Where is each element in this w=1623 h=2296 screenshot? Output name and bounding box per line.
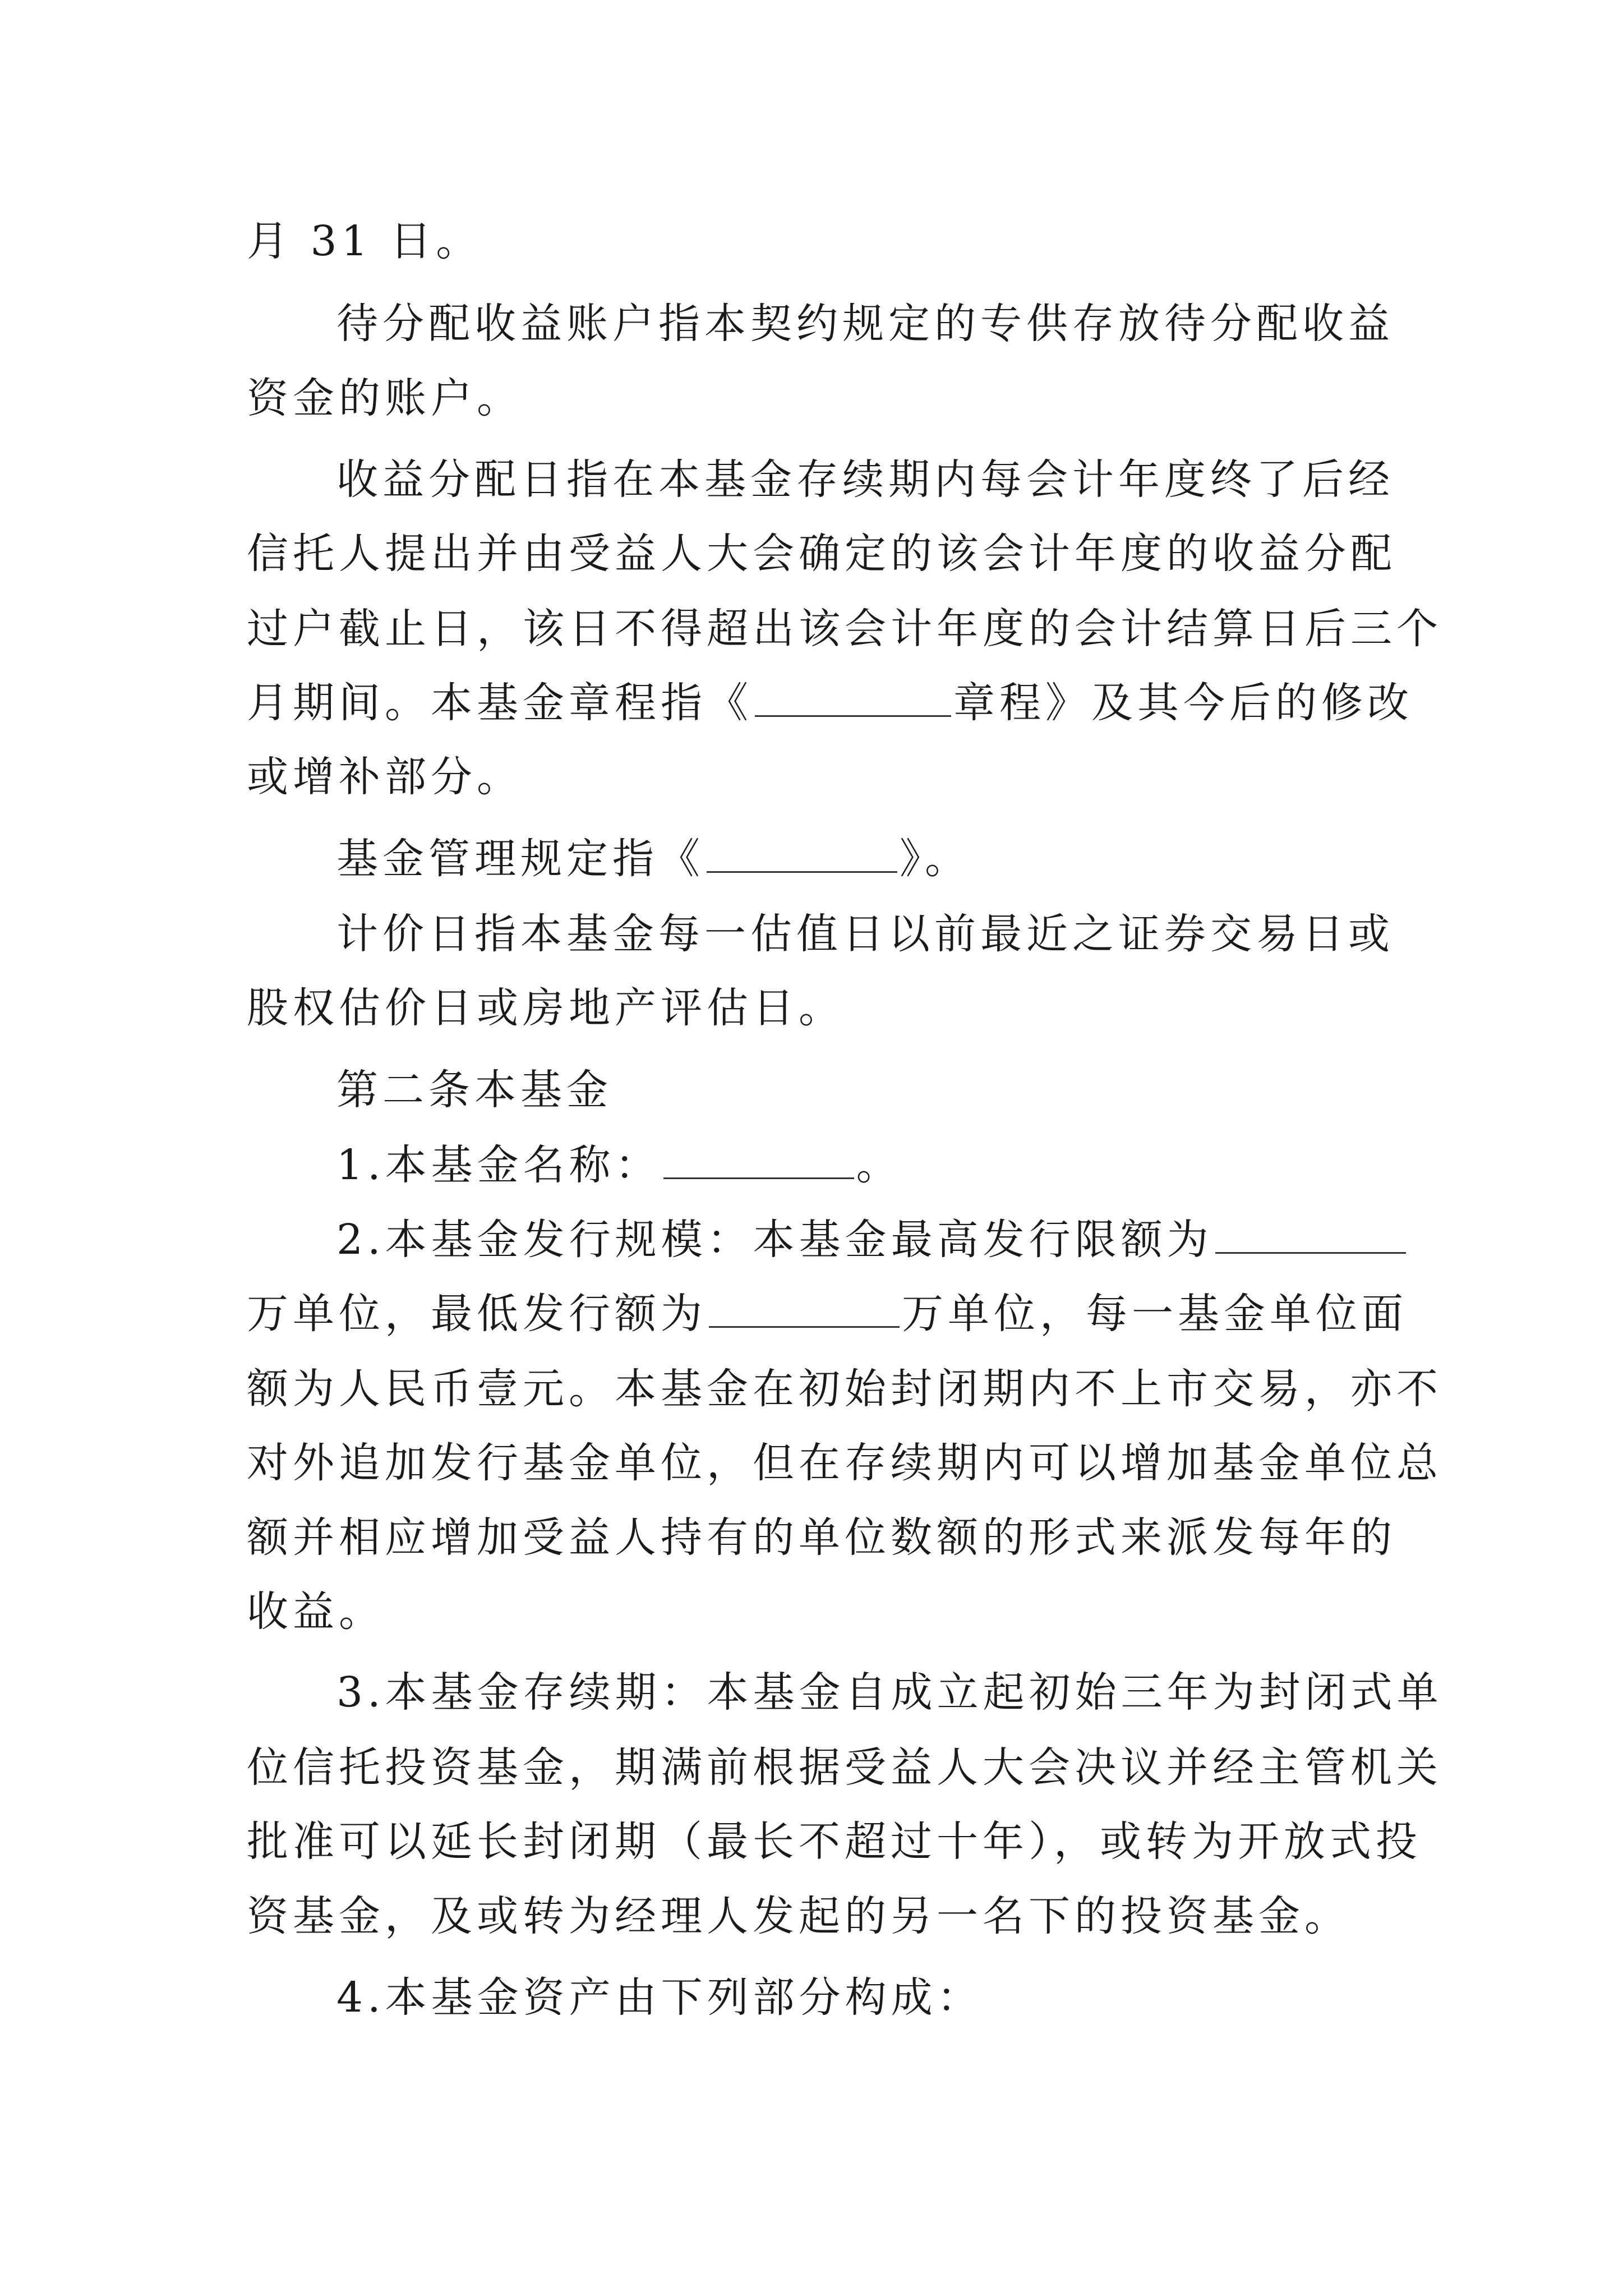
text-run: 1.本基金名称： bbox=[336, 1141, 661, 1189]
text-run: 第二条本基金 bbox=[336, 1066, 612, 1114]
paragraph-line bbox=[336, 828, 1391, 890]
section-heading bbox=[336, 1059, 1391, 1121]
paragraph-line bbox=[247, 1581, 1391, 1642]
text-run: 计价日指本基金每一估值日以前最近之证券交易日或 bbox=[336, 910, 1394, 958]
paragraph-line bbox=[336, 293, 1394, 355]
text-run: 额为人民币壹元。本基金在初始封闭期内不上市交易，亦不 bbox=[247, 1365, 1442, 1413]
text-run: 资基金，及或转为经理人发起的另一名下的投资基金。 bbox=[247, 1892, 1350, 1940]
paragraph-line bbox=[336, 449, 1394, 510]
text-run: 股权估价日或房地产评估日。 bbox=[247, 984, 845, 1032]
text-run: 资金的账户。 bbox=[247, 374, 523, 422]
paragraph-line bbox=[247, 210, 1391, 272]
text-run: 过户截止日，该日不得超出该会计年度的会计结算日后三个 bbox=[247, 605, 1442, 653]
text-run: 3.本基金存续期：本基金自成立起初始三年为封闭式单 bbox=[336, 1668, 1443, 1717]
text-run: 。 bbox=[856, 1141, 902, 1189]
text-run: 待分配收益账户指本契约规定的专供存放待分配收益 bbox=[336, 300, 1394, 348]
paragraph-line bbox=[247, 523, 1396, 585]
text-run: 收益分配日指在本基金存续期内每会计年度终了后经 bbox=[336, 455, 1394, 504]
text-run: 位信托投资基金，期满前根据受益人大会决议并经主管机关 bbox=[247, 1743, 1442, 1792]
paragraph-line bbox=[336, 1134, 1391, 1196]
text-run: 万单位，最低发行额为 bbox=[247, 1290, 707, 1338]
paragraph-line bbox=[247, 1507, 1396, 1568]
paragraph-line bbox=[247, 1811, 1422, 1872]
text-run: 章程》及其今后的修改 bbox=[953, 679, 1413, 727]
fill-in-blank bbox=[1215, 1220, 1406, 1254]
paragraph-line bbox=[336, 1209, 1391, 1271]
paragraph-line bbox=[247, 1737, 1442, 1798]
paragraph-line bbox=[247, 1358, 1442, 1420]
text-run: 月期间。本基金章程指《 bbox=[247, 679, 753, 727]
text-run: 收益。 bbox=[247, 1588, 385, 1636]
fill-in-blank bbox=[709, 1294, 900, 1328]
paragraph-line bbox=[247, 598, 1442, 660]
paragraph-line bbox=[336, 1967, 1391, 2028]
fill-in-blank bbox=[707, 839, 897, 873]
text-run: 信托人提出并由受益人大会确定的该会计年度的收益分配 bbox=[247, 530, 1396, 578]
text-run: 额并相应增加受益人持有的单位数额的形式来派发每年的 bbox=[247, 1513, 1396, 1562]
paragraph-line bbox=[336, 1662, 1443, 1723]
paragraph-line bbox=[247, 1885, 1391, 1947]
fill-in-blank bbox=[663, 1145, 854, 1179]
paragraph-line bbox=[247, 672, 1413, 734]
text-run: 基金管理规定指《 bbox=[336, 835, 704, 883]
text-run: 2.本基金发行规模：本基金最高发行限额为 bbox=[336, 1216, 1213, 1264]
text-run: 批准可以延长封闭期（最长不超过十年），或转为开放式投 bbox=[247, 1818, 1422, 1866]
text-run: 月 31 日。 bbox=[247, 217, 482, 265]
text-run: 或增补部分。 bbox=[247, 753, 523, 801]
paragraph-line bbox=[247, 1432, 1442, 1494]
text-run: 对外追加发行基金单位，但在存续期内可以增加基金单位总 bbox=[247, 1439, 1442, 1487]
paragraph-line bbox=[247, 977, 1391, 1039]
paragraph-line bbox=[336, 903, 1394, 965]
paragraph-line bbox=[247, 1283, 1408, 1345]
paragraph-line bbox=[247, 367, 1391, 429]
paragraph-line bbox=[247, 746, 1391, 808]
text-run: 万单位，每一基金单位面 bbox=[902, 1290, 1408, 1338]
text-run: 4.本基金资产由下列部分构成： bbox=[336, 1973, 983, 2022]
text-run: 》。 bbox=[900, 835, 971, 883]
fill-in-blank bbox=[755, 683, 951, 717]
